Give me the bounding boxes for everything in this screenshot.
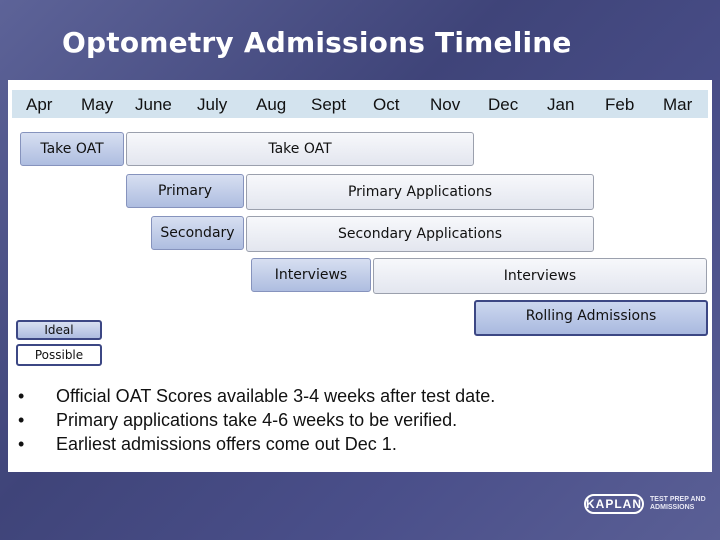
legend-ideal: Ideal	[16, 320, 102, 340]
secondary-ideal-bar: Secondary	[151, 216, 244, 250]
month-aug: Aug	[256, 95, 287, 114]
interviews-possible-bar: Interviews	[373, 258, 707, 294]
month-june: June	[135, 95, 172, 114]
logo-tagline: TEST PREP AND ADMISSIONS	[650, 496, 706, 511]
logo-mark: KAPLAN	[584, 494, 644, 514]
legend-possible: Possible	[16, 344, 102, 366]
month-header	[12, 90, 708, 118]
secondary-applications-bar: Secondary Applications	[246, 216, 594, 252]
notes-list	[18, 384, 495, 456]
kaplan-logo	[584, 494, 708, 514]
primary-applications-bar: Primary Applications	[246, 174, 594, 210]
take-oat-ideal-bar: Take OAT	[20, 132, 124, 166]
primary-ideal-bar: Primary	[126, 174, 244, 208]
month-jan: Jan	[547, 95, 575, 114]
month-apr: Apr	[26, 95, 53, 114]
month-oct: Oct	[373, 95, 400, 114]
month-nov: Nov	[430, 95, 461, 114]
take-oat-possible-bar: Take OAT	[126, 132, 474, 166]
month-july: July	[197, 95, 228, 114]
month-may: May	[81, 95, 114, 114]
month-dec: Dec	[488, 95, 519, 114]
rolling-admissions-bar: Rolling Admissions	[474, 300, 708, 336]
interviews-ideal-bar: Interviews	[251, 258, 371, 292]
note-item: • Earliest admissions offers come out Dec 1.	[18, 432, 495, 456]
month-mar: Mar	[663, 95, 693, 114]
month-feb: Feb	[605, 95, 635, 114]
page-title: Optometry Admissions Timeline	[62, 26, 572, 59]
note-item: • Primary applications take 4-6 weeks to be verified.	[18, 408, 495, 432]
month-sept: Sept	[311, 95, 346, 114]
note-item: • Official OAT Scores available 3-4 weeks after test date.	[18, 384, 495, 408]
